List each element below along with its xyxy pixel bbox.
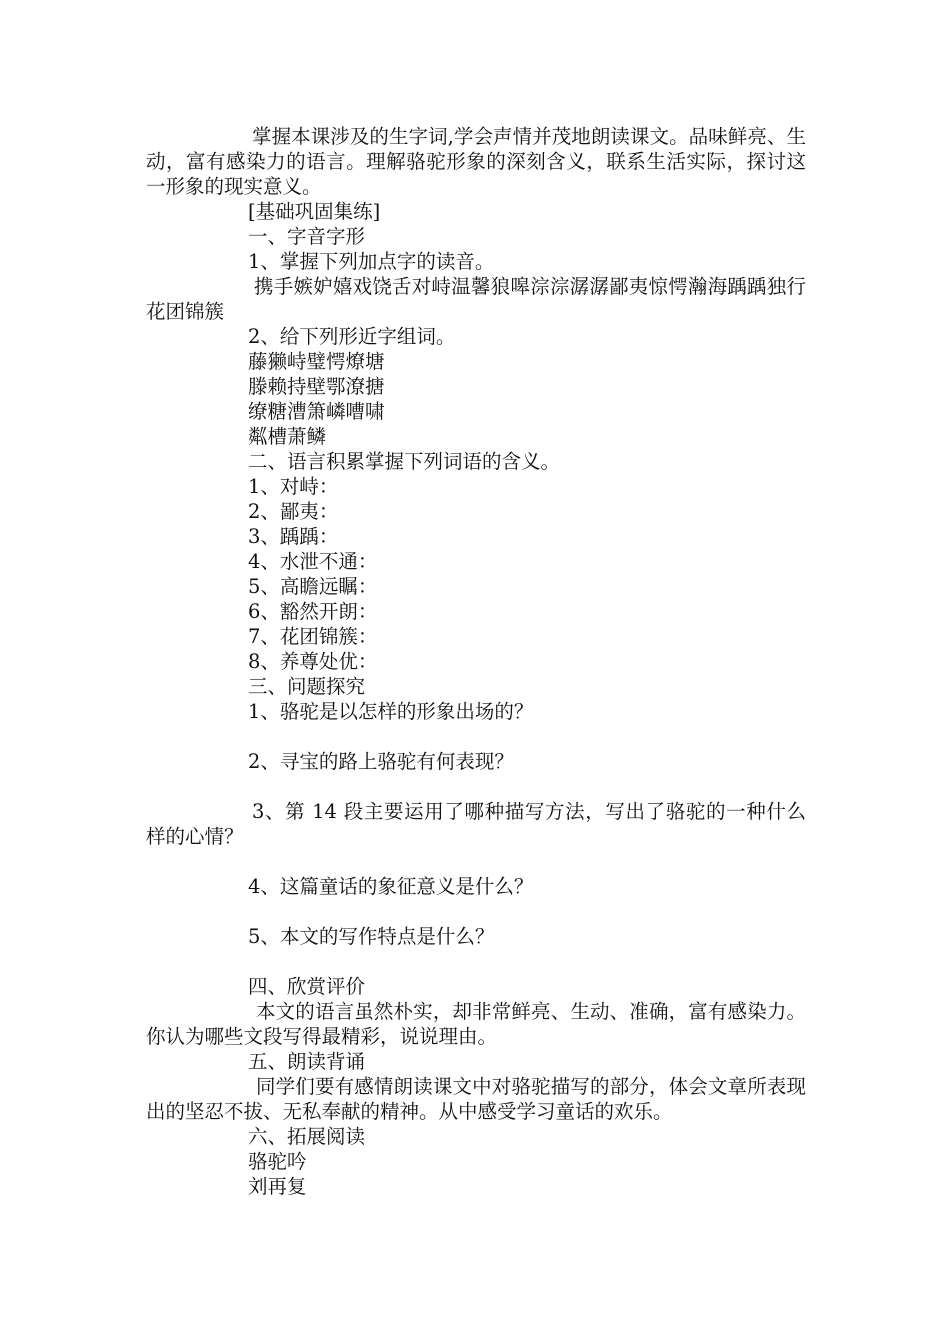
vocabulary-item: 6、豁然开朗： xyxy=(248,600,378,623)
reading-paragraph: 同学们要有感情朗读课文中对骆驼描写的部分，体会文章所表现出的坚忍不拔、无私奉献的精神。从中感受学习童话的欢乐。 xyxy=(146,1075,806,1123)
inquiry-question-2: 2、寻宝的路上骆驼有何表现？ xyxy=(248,750,514,773)
similar-chars-row: 粼槽萧鳞 xyxy=(248,425,327,448)
vocabulary-item: 4、水泄不通： xyxy=(248,550,378,573)
section-1-question-1: 1、掌握下列加点字的读音。 xyxy=(248,250,495,273)
similar-chars-row: 滕赖持壁鄂潦搪 xyxy=(248,375,385,398)
vocabulary-item: 8、养尊处优： xyxy=(248,650,378,673)
inquiry-question-1: 1、骆驼是以怎样的形象出场的？ xyxy=(248,700,534,723)
poem-title: 骆驼吟 xyxy=(248,1150,307,1173)
section-5-title: 五、朗读背诵 xyxy=(248,1050,366,1073)
basic-exercise-heading: [基础巩固集练] xyxy=(248,200,381,223)
pronunciation-word-list: 携手嫉妒嬉戏饶舌对峙温馨狼嗥淙淙潺潺鄙夷惊愕瀚海踽踽独行花团锦簇 xyxy=(146,275,806,323)
section-3-title: 三、问题探究 xyxy=(248,675,366,698)
vocabulary-item: 2、鄙夷： xyxy=(248,500,339,523)
inquiry-question-5: 5、本文的写作特点是什么？ xyxy=(248,925,495,948)
poem-author: 刘再复 xyxy=(248,1175,307,1198)
section-1-question-2: 2、给下列形近字组词。 xyxy=(248,325,456,348)
document-body xyxy=(146,124,806,1199)
similar-chars-row: 藤獭峙璧愕燎塘 xyxy=(248,350,385,373)
vocabulary-item: 7、花团锦簇： xyxy=(248,625,378,648)
inquiry-question-3: 3、第 14 段主要运用了哪种描写方法，写出了骆驼的一种什么样的心情？ xyxy=(146,800,806,848)
vocabulary-item: 5、高瞻远瞩： xyxy=(248,575,378,598)
section-6-title: 六、拓展阅读 xyxy=(248,1125,366,1148)
vocabulary-item: 3、踽踽： xyxy=(248,525,339,548)
intro-paragraph: 掌握本课涉及的生字词,学会声情并茂地朗读课文。品味鲜亮、生动，富有感染力的语言。理解骆驼形象的深刻含义，联系生活实际，探讨这一形象的现实意义。 xyxy=(146,125,806,198)
appreciation-paragraph: 本文的语言虽然朴实，却非常鲜亮、生动、准确，富有感染力。你认为哪些文段写得最精彩，说说理由。 xyxy=(146,1000,806,1048)
section-2-title: 二、语言积累掌握下列词语的含义。 xyxy=(248,450,561,473)
inquiry-question-4: 4、这篇童话的象征意义是什么？ xyxy=(248,875,534,898)
vocabulary-item: 1、对峙： xyxy=(248,475,339,498)
section-4-title: 四、欣赏评价 xyxy=(248,975,366,998)
section-1-title: 一、字音字形 xyxy=(248,225,366,248)
similar-chars-row: 缭糖漕箫嶙嘈啸 xyxy=(248,400,385,423)
